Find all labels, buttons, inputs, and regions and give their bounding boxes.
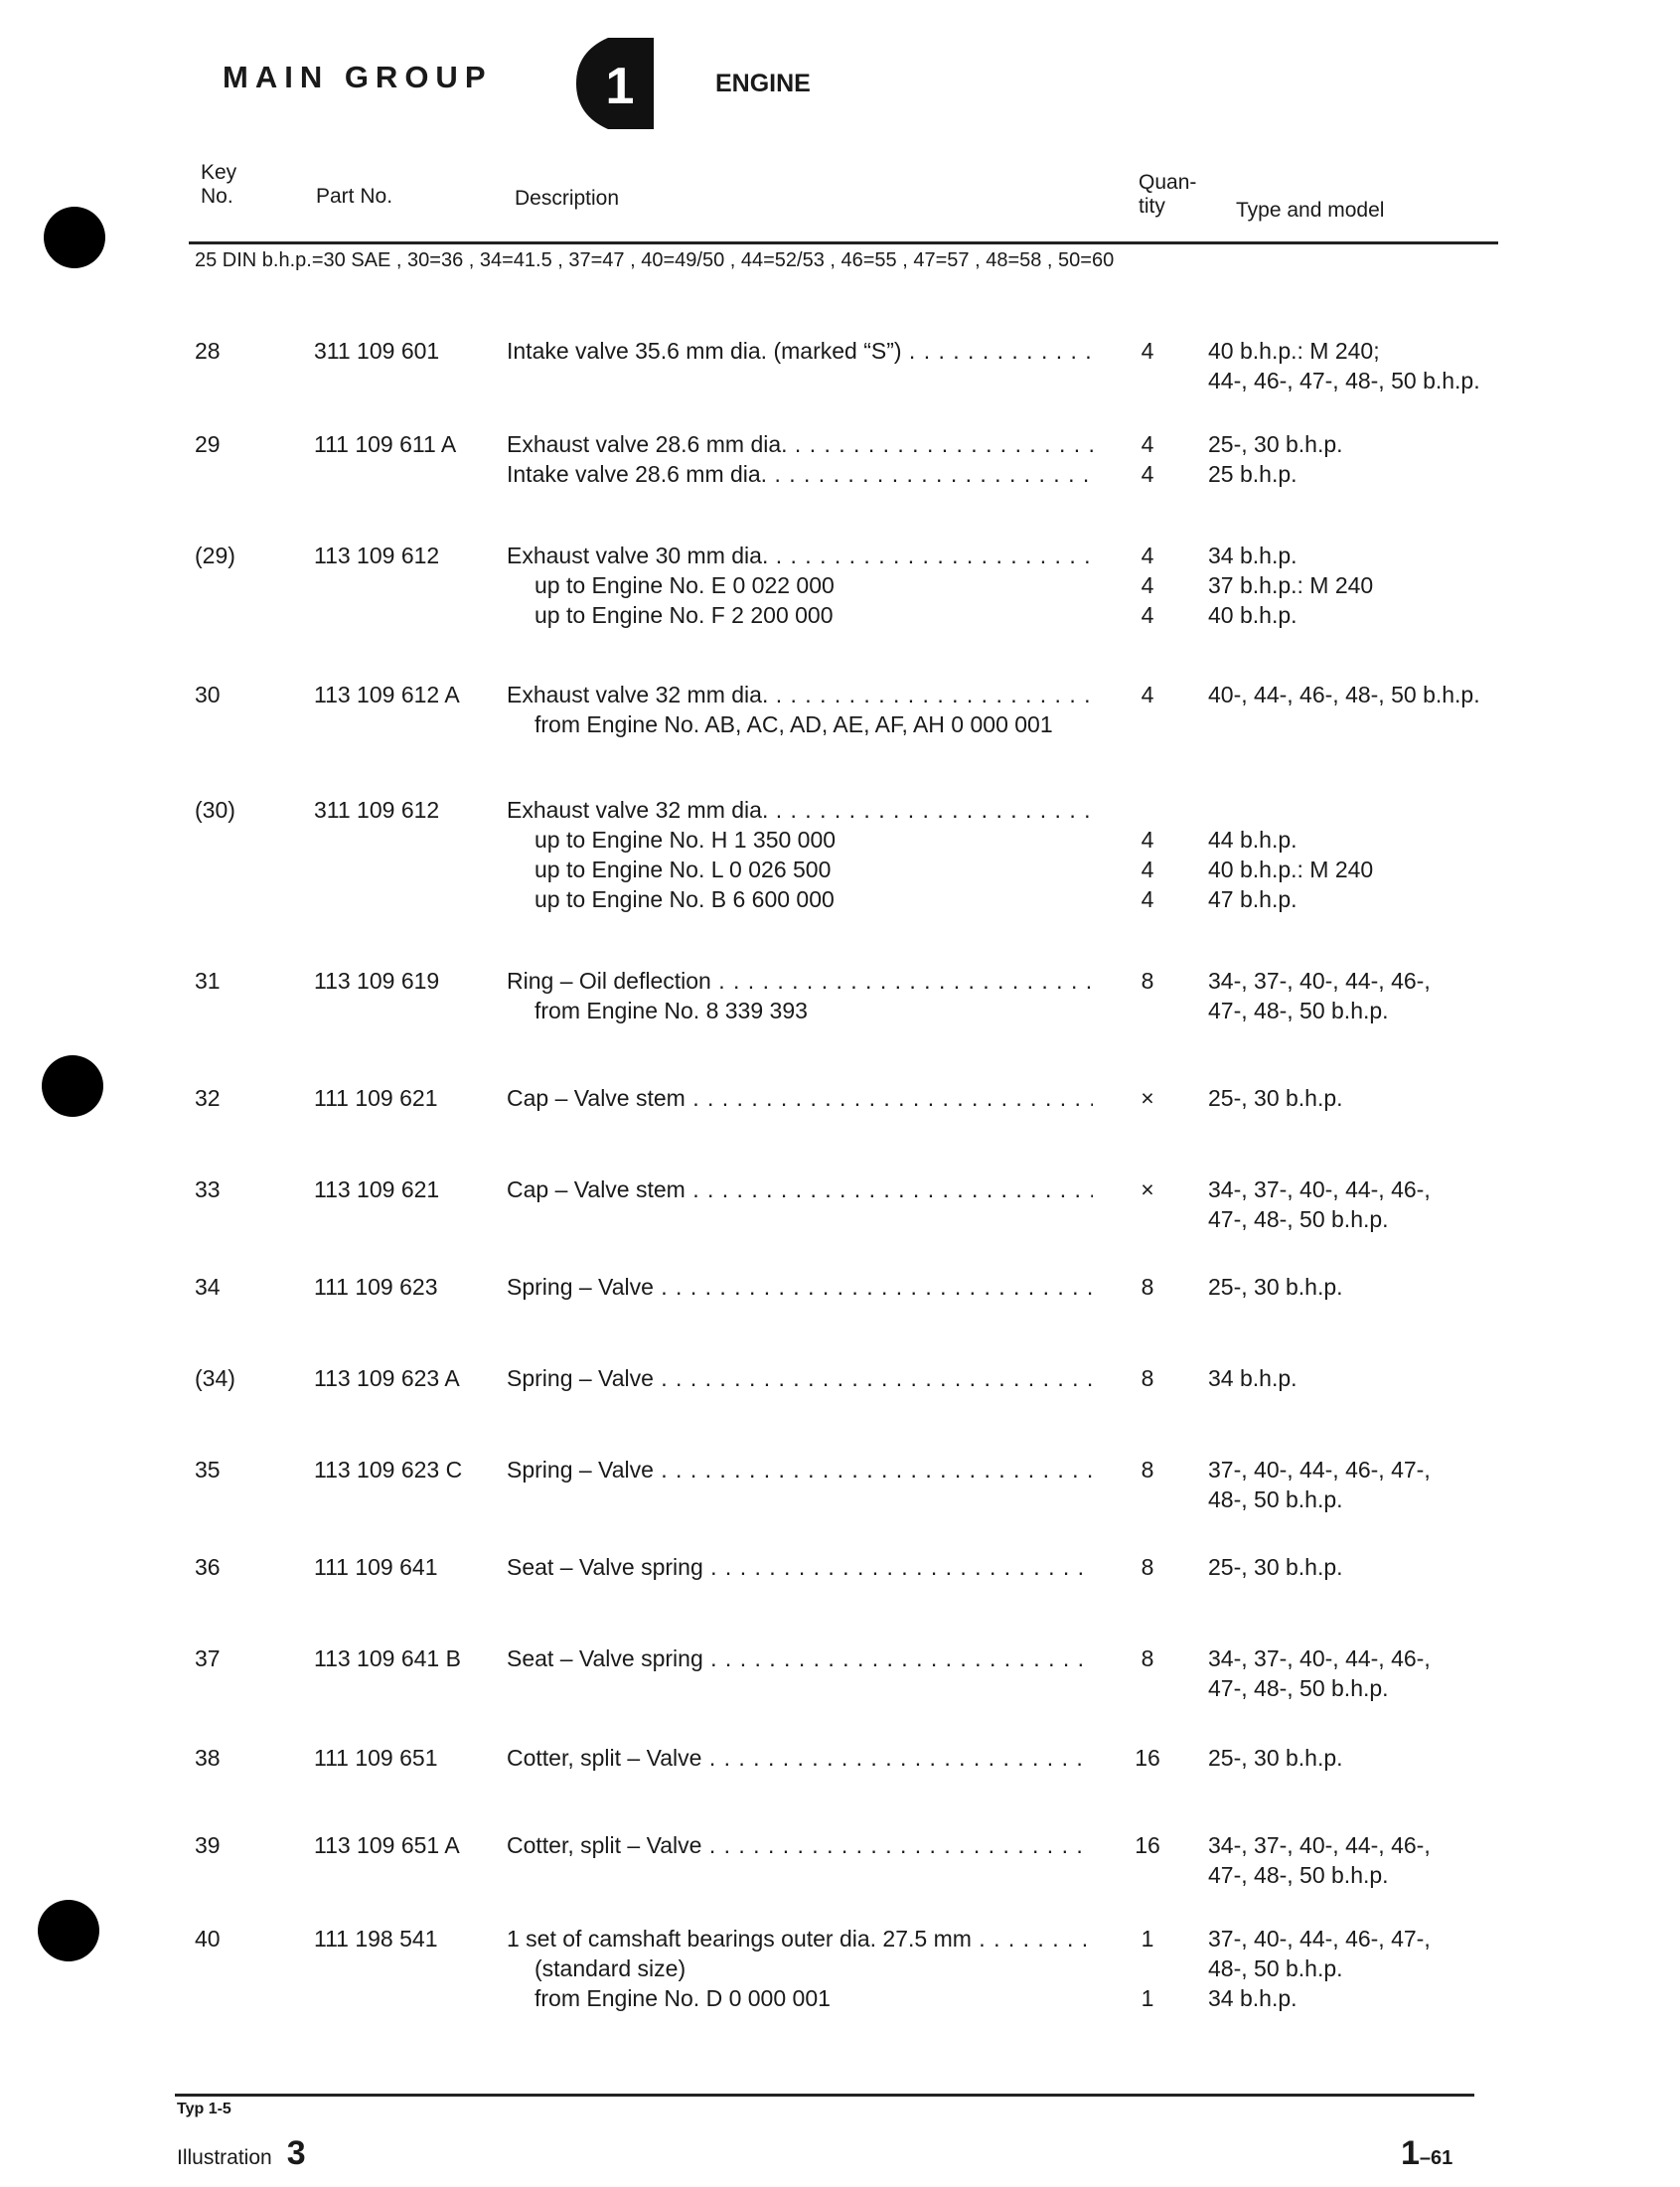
quantity: 16: [1135, 1832, 1160, 1858]
type-model: 47-, 48-, 50 b.h.p.: [1208, 1206, 1389, 1232]
entry-line: [507, 1953, 1500, 1983]
quantity: 4: [1141, 857, 1154, 882]
type-model: 34-, 37-, 40-, 44-, 46-,: [1208, 1832, 1431, 1858]
type-model: 25-, 30 b.h.p.: [1208, 1554, 1343, 1580]
quantity: 4: [1141, 543, 1154, 568]
description: Cap – Valve stem . . .: [507, 1083, 1093, 1113]
page-number-suffix: –61: [1419, 2147, 1453, 2169]
description: Exhaust valve 28.6 mm dia. . . .: [507, 429, 1093, 459]
footer-rule: [175, 2094, 1474, 2097]
entry-line: [507, 1743, 1500, 1773]
entry-lines: [507, 1643, 1500, 1703]
type-model: 25 b.h.p.: [1208, 461, 1298, 487]
entry-lines: [507, 541, 1500, 630]
description: up to Engine No. L 0 026 500: [535, 857, 832, 882]
type-model: 37-, 40-, 44-, 46-, 47-,: [1208, 1926, 1431, 1952]
quantity: 4: [1141, 461, 1154, 487]
key-no: 28: [195, 338, 221, 364]
entry-line: [507, 336, 1500, 366]
type-model: 34 b.h.p.: [1208, 1985, 1298, 2011]
illustration-number: 3: [286, 2134, 306, 2172]
col-header-quantity: [1139, 171, 1196, 219]
part-no: 113 109 641 B: [314, 1645, 461, 1671]
punch-hole-top: [44, 207, 105, 268]
part-no: 113 109 612: [314, 543, 440, 568]
type-model: 34 b.h.p.: [1208, 1365, 1298, 1391]
entry-line: [507, 855, 1500, 884]
entry-lines: [507, 1924, 1500, 2013]
description: Intake valve 28.6 mm dia. . . .: [507, 459, 1093, 489]
key-no: 39: [195, 1832, 221, 1858]
punch-hole-middle: [42, 1055, 103, 1117]
quantity: 4: [1141, 602, 1154, 628]
type-model: 25-, 30 b.h.p.: [1208, 1085, 1343, 1111]
description: up to Engine No. E 0 022 000: [535, 572, 835, 598]
quantity: 4: [1141, 827, 1154, 853]
quantity: 16: [1135, 1745, 1160, 1771]
entry-lines: [507, 1363, 1500, 1393]
entry-line: [507, 600, 1500, 630]
quantity: 4: [1141, 886, 1154, 912]
description: Exhaust valve 30 mm dia. . . .: [507, 541, 1093, 570]
part-no: 113 109 619: [314, 968, 440, 994]
key-no: 38: [195, 1745, 221, 1771]
quantity: 8: [1141, 1645, 1154, 1671]
part-no: 111 109 621: [314, 1085, 438, 1111]
part-no: 113 109 612 A: [314, 682, 460, 707]
key-no: 32: [195, 1085, 221, 1111]
entry-lines: [507, 795, 1500, 914]
col-header-qty-line2: tity: [1139, 195, 1165, 218]
typ-label: Typ 1-5: [177, 2101, 231, 2117]
type-model: 25-, 30 b.h.p.: [1208, 431, 1343, 457]
entry-line: [507, 1174, 1500, 1204]
description: Exhaust valve 32 mm dia. . . .: [507, 680, 1093, 709]
quantity: 8: [1141, 1365, 1154, 1391]
group-number: 1: [605, 58, 635, 115]
entry-line: [507, 429, 1500, 459]
description: Spring – Valve . . .: [507, 1363, 1093, 1393]
description: Spring – Valve . . .: [507, 1272, 1093, 1302]
part-no: 111 109 623: [314, 1274, 438, 1300]
main-group-title: MAIN GROUP: [223, 60, 493, 94]
group-badge-shape: [574, 36, 656, 131]
key-no: 30: [195, 682, 221, 707]
type-model: 47-, 48-, 50 b.h.p.: [1208, 998, 1389, 1023]
quantity: 8: [1141, 1457, 1154, 1483]
part-no: 113 109 651 A: [314, 1832, 460, 1858]
entry-line: [507, 795, 1500, 825]
quantity: 4: [1141, 338, 1154, 364]
key-no: 29: [195, 431, 221, 457]
entry-line: [507, 884, 1500, 914]
description: from Engine No. AB, AC, AD, AE, AF, AH 0 000 001: [535, 711, 1053, 737]
entry-lines: [507, 1743, 1500, 1773]
description: from Engine No. D 0 000 001: [535, 1985, 831, 2011]
part-no: 111 198 541: [314, 1926, 438, 1952]
entry-lines: [507, 336, 1500, 395]
part-no: 113 109 623 A: [314, 1365, 460, 1391]
description: Spring – Valve . . .: [507, 1455, 1093, 1484]
page-number: [1401, 2134, 1452, 2173]
key-no: (29): [195, 543, 235, 568]
type-model: 34-, 37-, 40-, 44-, 46-,: [1208, 1645, 1431, 1671]
section-title: ENGINE: [715, 70, 811, 97]
description: Exhaust valve 32 mm dia. . . .: [507, 795, 1093, 825]
punch-hole-bottom: [38, 1900, 99, 1961]
entry-line: [507, 966, 1500, 996]
key-no: 33: [195, 1176, 221, 1202]
quantity: 8: [1141, 1274, 1154, 1300]
type-model: 25-, 30 b.h.p.: [1208, 1745, 1343, 1771]
key-no: (30): [195, 797, 235, 823]
quantity: 4: [1141, 431, 1154, 457]
type-model: 44-, 46-, 47-, 48-, 50 b.h.p.: [1208, 368, 1480, 393]
part-no: 111 109 611 A: [314, 431, 457, 457]
entry-line: [507, 680, 1500, 709]
entry-line: [507, 1860, 1500, 1890]
entry-lines: [507, 1083, 1500, 1113]
description: Cotter, split – Valve . . .: [507, 1830, 1093, 1860]
type-model: 40 b.h.p.: [1208, 602, 1298, 628]
description: up to Engine No. F 2 200 000: [535, 602, 834, 628]
quantity: 1: [1141, 1926, 1154, 1952]
type-model: 47-, 48-, 50 b.h.p.: [1208, 1675, 1389, 1701]
type-model: 37 b.h.p.: M 240: [1208, 572, 1374, 598]
key-no: 37: [195, 1645, 221, 1671]
type-model: 44 b.h.p.: [1208, 827, 1298, 853]
entry-line: [507, 1455, 1500, 1484]
type-model: 40-, 44-, 46-, 48-, 50 b.h.p.: [1208, 682, 1480, 707]
part-no: 311 109 612: [314, 797, 440, 823]
entry-line: [507, 1272, 1500, 1302]
type-model: 48-, 50 b.h.p.: [1208, 1955, 1343, 1981]
key-no: 34: [195, 1274, 221, 1300]
description: from Engine No. 8 339 393: [535, 998, 808, 1023]
entry-line: [507, 1083, 1500, 1113]
entry-line: [507, 709, 1500, 739]
quantity: 8: [1141, 1554, 1154, 1580]
type-model: 48-, 50 b.h.p.: [1208, 1486, 1343, 1512]
entry-line: [507, 1983, 1500, 2013]
key-no: 36: [195, 1554, 221, 1580]
description: up to Engine No. B 6 600 000: [535, 886, 835, 912]
page-number-prefix: 1: [1401, 2134, 1420, 2172]
header-rule: [189, 241, 1498, 244]
description: Cotter, split – Valve . . .: [507, 1743, 1093, 1773]
entry-lines: [507, 680, 1500, 739]
entry-lines: [507, 1830, 1500, 1890]
description: Ring – Oil deflection . . .: [507, 966, 1093, 996]
key-no: 35: [195, 1457, 221, 1483]
col-header-key-line1: Key: [201, 161, 237, 184]
type-model: 40 b.h.p.: M 240: [1208, 857, 1374, 882]
quantity: 8: [1141, 968, 1154, 994]
key-no: 31: [195, 968, 221, 994]
illustration-text: Illustration: [177, 2146, 272, 2169]
type-model: 34 b.h.p.: [1208, 543, 1298, 568]
entry-line: [507, 1924, 1500, 1953]
entry-line: [507, 1643, 1500, 1673]
key-no: (34): [195, 1365, 235, 1391]
type-model: 34-, 37-, 40-, 44-, 46-,: [1208, 968, 1431, 994]
col-header-key-no: [201, 161, 236, 209]
part-no: 113 109 621: [314, 1176, 440, 1202]
entry-lines: [507, 1552, 1500, 1582]
description: Seat – Valve spring . . .: [507, 1643, 1093, 1673]
entry-lines: [507, 1174, 1500, 1234]
entry-line: [507, 1673, 1500, 1703]
col-header-description: Description: [515, 187, 620, 210]
entry-line: [507, 996, 1500, 1025]
part-no: 111 109 651: [314, 1745, 438, 1771]
col-header-part-no: Part No.: [316, 185, 393, 208]
entry-line: [507, 1830, 1500, 1860]
entry-lines: [507, 1455, 1500, 1514]
col-header-type-model: Type and model: [1236, 199, 1385, 222]
part-no: 111 109 641: [314, 1554, 438, 1580]
description: Seat – Valve spring . . .: [507, 1552, 1093, 1582]
type-model: 34-, 37-, 40-, 44-, 46-,: [1208, 1176, 1431, 1202]
entry-line: [507, 459, 1500, 489]
entry-lines: [507, 966, 1500, 1025]
type-model: 47 b.h.p.: [1208, 886, 1298, 912]
hp-conversion-note: 25 DIN b.h.p.=30 SAE , 30=36 , 34=41.5 , 37=47 , 40=49/50 , 44=52/53 , 46=55 , 47=57 , 48=58 , 50=60: [195, 249, 1115, 271]
entry-line: [507, 1204, 1500, 1234]
entry-line: [507, 1552, 1500, 1582]
description: Intake valve 35.6 mm dia. (marked “S”) . . .: [507, 336, 1093, 366]
description: Cap – Valve stem . . .: [507, 1174, 1093, 1204]
key-no: 40: [195, 1926, 221, 1952]
description: (standard size): [535, 1955, 687, 1981]
type-model: 37-, 40-, 44-, 46-, 47-,: [1208, 1457, 1431, 1483]
entry-line: [507, 1484, 1500, 1514]
illustration-label: [177, 2134, 306, 2173]
entry-line: [507, 825, 1500, 855]
quantity: ×: [1141, 1176, 1154, 1202]
col-header-qty-line1: Quan-: [1139, 171, 1197, 194]
type-model: 25-, 30 b.h.p.: [1208, 1274, 1343, 1300]
quantity: 4: [1141, 682, 1154, 707]
quantity: ×: [1141, 1085, 1154, 1111]
entry-line: [507, 1363, 1500, 1393]
quantity: 4: [1141, 572, 1154, 598]
entry-line: [507, 366, 1500, 395]
quantity: 1: [1141, 1985, 1154, 2011]
part-no: 113 109 623 C: [314, 1457, 463, 1483]
entry-lines: [507, 429, 1500, 489]
type-model: 47-, 48-, 50 b.h.p.: [1208, 1862, 1389, 1888]
description: 1 set of camshaft bearings outer dia. 27.5 mm . . .: [507, 1924, 1093, 1953]
entry-line: [507, 541, 1500, 570]
type-model: 40 b.h.p.: M 240;: [1208, 338, 1380, 364]
entry-line: [507, 570, 1500, 600]
entry-lines: [507, 1272, 1500, 1302]
group-number-badge: [574, 36, 656, 131]
description: up to Engine No. H 1 350 000: [535, 827, 837, 853]
part-no: 311 109 601: [314, 338, 440, 364]
col-header-key-line2: No.: [201, 185, 233, 208]
